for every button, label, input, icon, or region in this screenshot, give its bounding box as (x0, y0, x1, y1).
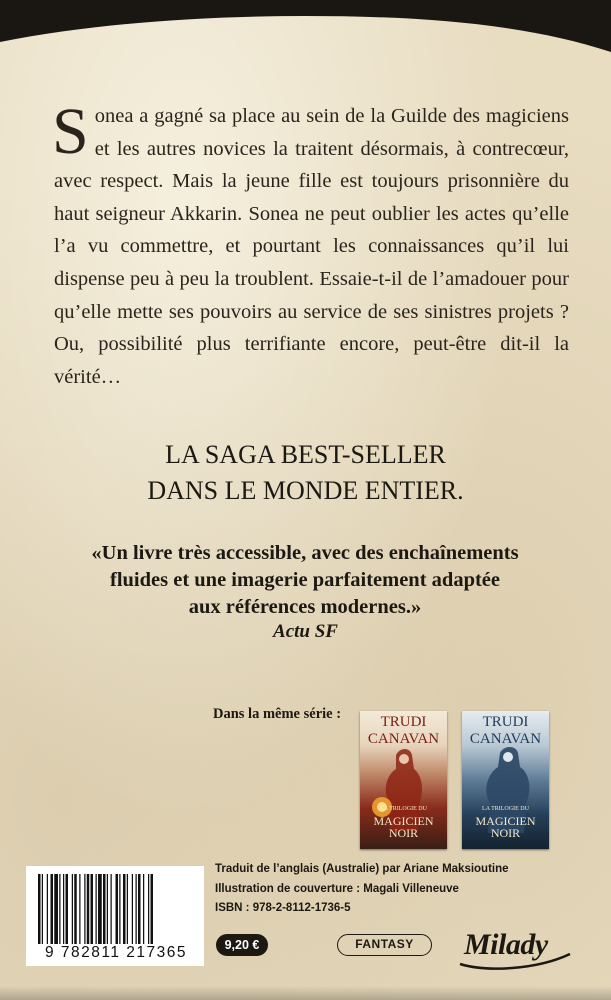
barcode-bar (98, 874, 102, 944)
review-quote-line-1: «Un livre très accessible, avec des enchaînements (91, 542, 519, 564)
isbn: ISBN : 978-2-8112-1736-5 (215, 902, 351, 914)
series-book-2-thumbnail (462, 711, 549, 849)
barcode-bar (111, 874, 112, 944)
barcode-bar (63, 874, 64, 944)
barcode-bar (79, 874, 80, 944)
tagline-line-2: DANS LE MONDE ENTIER. (147, 476, 464, 505)
back-cover-blurb (52, 95, 569, 393)
bottom-edge (0, 986, 611, 1000)
barcode-bar (96, 874, 97, 944)
barcode-bar (87, 874, 90, 944)
price-badge: 9,20 € (216, 934, 268, 956)
barcode-bar (42, 874, 43, 944)
dark-top-arch (0, 0, 611, 60)
barcode-bar (138, 874, 141, 944)
barcode-bar (119, 874, 120, 944)
series-label: Dans la même série : (213, 706, 342, 722)
barcode-bar (132, 874, 133, 944)
review-quote-line-2: fluides et une imagerie parfaitement adaptée (110, 569, 500, 591)
tagline-line-1: LA SAGA BEST-SELLER (165, 440, 446, 469)
barcode-box (26, 866, 204, 966)
drop-cap: S (52, 95, 89, 168)
publisher-name: Milady (464, 928, 548, 961)
barcode-bar (47, 874, 48, 944)
barcode-number: 9 782811 217365 (44, 944, 188, 961)
barcode-bar (59, 874, 60, 944)
publisher-logo (456, 924, 574, 974)
barcode-bar (74, 874, 77, 944)
barcode-bar (143, 874, 144, 944)
blurb-text: onea a gagné sa place au sein de la Guilde des magiciens et les autres novices la traitent désormais, à contrecœur, avec respect. Mais la jeune fille est toujours prisonnière du haut seigneur Akkarin. Sonea ne peut oublier les actes qu’elle l’a vu commettre, et pourtant les connaissances qu’il lui dispense peu à peu la troublent. Essaie-t-il de l’amadouer pour qu’elle mette ses pouvoirs au service de ses sinistres projets ? Ou, possibilité plus terrifiante encore, peut-être dit-il la vérité… (54, 105, 569, 388)
barcode-bar (91, 874, 94, 944)
book-1-author: TRUDI CANAVAN (367, 714, 440, 747)
barcode-bar (136, 874, 137, 944)
book-1-series-title: LA TRILOGIE DU MAGICIEN NOIR (373, 806, 434, 840)
barcode-bar (66, 874, 69, 944)
barcode-bar (103, 874, 106, 944)
barcode-bar (116, 874, 119, 944)
barcode-bar (72, 874, 73, 944)
book-2-author: TRUDI CANAVAN (469, 714, 542, 747)
barcode (36, 874, 194, 946)
credits (215, 860, 509, 919)
illustration-credit: Illustration de couverture : Magali Villeneuve (215, 882, 459, 895)
barcode-bar (123, 874, 126, 944)
genre-badge: FANTASY (337, 934, 432, 956)
barcode-bar (127, 874, 128, 944)
barcode-bar (51, 874, 54, 944)
book-2-series-title: LA TRILOGIE DU MAGICIEN NOIR (475, 806, 536, 840)
series-book-1-thumbnail (360, 711, 447, 849)
quote-source: Actu SF (273, 621, 338, 642)
barcode-bar (148, 874, 149, 944)
barcode-bar (107, 874, 108, 944)
barcode-bar (38, 874, 41, 944)
barcode-bar (151, 874, 154, 944)
barcode-bar (54, 874, 58, 944)
barcode-bar (84, 874, 85, 944)
translation-credit: Traduit de l’anglais (Australie) par Ariane Maksioutine (215, 863, 509, 875)
review-quote-line-3: aux références modernes.» (188, 596, 422, 618)
